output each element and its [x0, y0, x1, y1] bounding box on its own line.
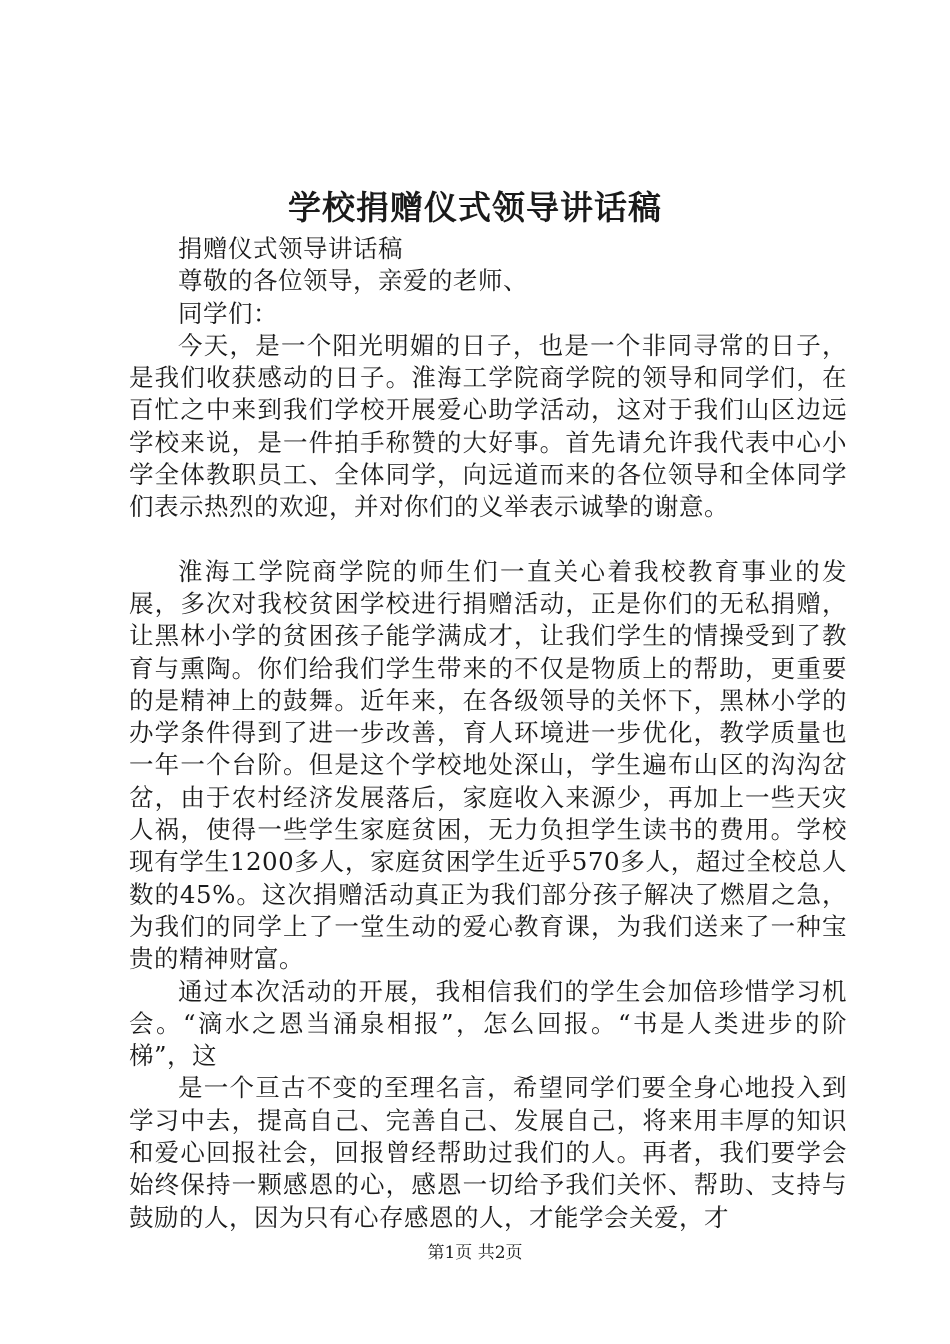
opening-paragraph: 今天，是一个阳光明媚的日子，也是一个非同寻常的日子，是我们收获感动的日子。淮海工学院商学院的领导和同学们，在百忙之中来到我们学校开展爱心助学活动，这对于我们山区边远学校来说，是一件拍手称赞的大好事。首先请允许我代表中心小学全体教职员工、全体同学，向远道而来的各位领导和全体同学们表示热烈的欢迎，并对你们的义举表示诚挚的谢意。: [129, 330, 847, 522]
subtitle-paragraph: 捐赠仪式领导讲话稿: [178, 234, 403, 263]
salutation-continued-paragraph: 同学们：: [178, 298, 278, 328]
salutation-paragraph: 尊敬的各位领导，亲爱的老师、: [178, 266, 528, 296]
document-body: [129, 233, 847, 1234]
body-paragraph: 是一个亘古不变的至理名言，希望同学们要全身心地投入到学习中去，提高自己、完善自己、发展自己，将来用丰厚的知识和爱心回报社会，回报曾经帮助过我们的人。再者，我们要学会始终保持一颗感恩的心，感恩一切给予我们关怀、帮助、支持与鼓励的人，因为只有心存感恩的人，才能学会关爱，才: [129, 1073, 847, 1232]
document-title: 学校捐赠仪式领导讲话稿: [288, 188, 662, 227]
body-paragraph: 淮海工学院商学院的师生们一直关心着我校教育事业的发展，多次对我校贫困学校进行捐赠活动，正是你们的无私捐赠，让黑林小学的贫困孩子能学满成才，让我们学生的情操受到了教育与熏陶。你们给我们学生带来的不仅是物质上的帮助，更重要的是精神上的鼓舞。近年来，在各级领导的关怀下，黑林小学的办学条件得到了进一步改善，育人环境进一步优化，教学质量也一年一个台阶。但是这个学校地处深山，学生遍布山区的沟沟岔岔，由于农村经济发展落后，家庭收入来源少，再加上一些天灾人祸，使得一些学生家庭贫困，无力负担学生读书的费用。学校现有学生1200多人，家庭贫困学生近乎570多人，超过全校总人数的45%。这次捐赠活动真正为我们部分孩子解决了燃眉之急，为我们的同学上了一堂生动的爱心教育课，为我们送来了一种宝贵的精神财富。: [129, 556, 847, 974]
paragraph-gap: [129, 524, 847, 556]
body-paragraph: 通过本次活动的开展，我相信我们的学生会加倍珍惜学习机会。“滴水之恩当涌泉相报”，怎么回报。“书是人类进步的阶梯”，这: [129, 976, 847, 1071]
page-footer: 第1页 共2页: [427, 1243, 523, 1263]
